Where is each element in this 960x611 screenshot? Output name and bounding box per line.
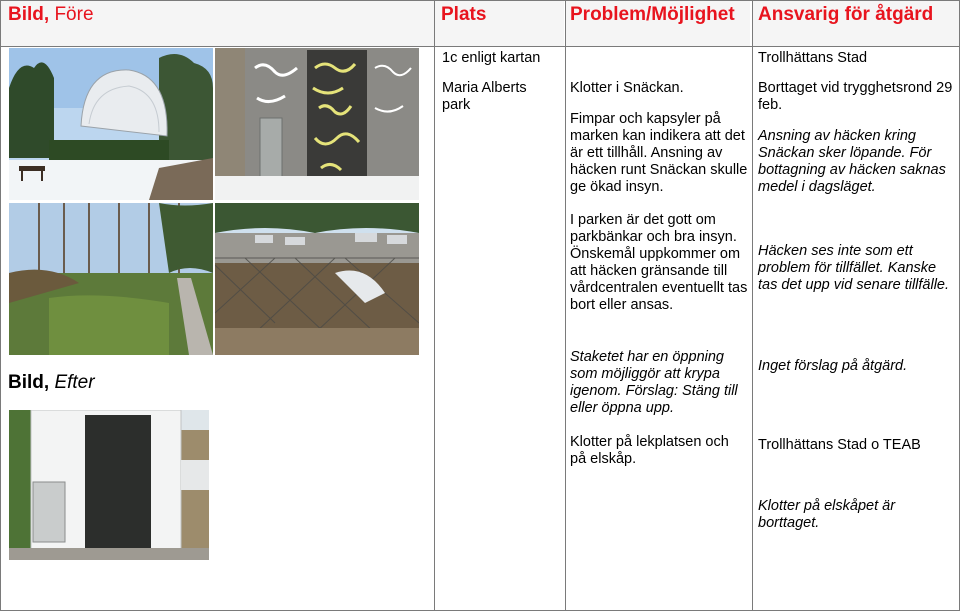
grid-line-left bbox=[0, 0, 1, 611]
problem-butts-caps: Fimpar och kapsyler på marken kan indikera att det är ett tillhåll. Ansning av häcken runt Snäckan skulle ge ökad insyn. bbox=[570, 111, 748, 195]
header-responsible: Ansvarig för åtgärd bbox=[758, 4, 934, 25]
place-name: Maria Alberts park bbox=[442, 80, 527, 113]
responsible-hedge-trim: Ansning av häcken kring Snäckan sker löpande. För bottagning av häcken saknas medel i dagsläget. bbox=[758, 128, 946, 195]
header-cell-problem bbox=[566, 0, 750, 46]
responsible-removed: Borttaget vid trygghetsrond 29 feb. bbox=[758, 80, 953, 113]
header-place: Plats bbox=[441, 4, 487, 25]
problem-graffiti: Klotter i Snäckan. bbox=[570, 80, 684, 96]
photo-snackan-sculpture bbox=[9, 48, 213, 200]
problem-park-benches: I parken är det gott om parkbänkar och bra insyn. Önskemål uppkommer om att häcken gränsande till vårdcentralen eventuellt tas bort eller ansas. bbox=[570, 212, 748, 313]
header-cell-responsible bbox=[753, 0, 960, 46]
after-label bbox=[8, 372, 95, 394]
photo-cabinet-after bbox=[9, 410, 209, 560]
after-label-italic: Efter bbox=[49, 372, 95, 393]
grid-line-col2 bbox=[565, 0, 566, 611]
place-map-ref: 1c enligt kartan bbox=[442, 50, 541, 66]
grid-line-col1 bbox=[434, 0, 435, 611]
header-problem: Problem/Möjlighet bbox=[570, 4, 735, 25]
responsible-no-proposal: Inget förslag på åtgärd. bbox=[758, 358, 908, 374]
responsible-city: Trollhättans Stad bbox=[758, 50, 868, 66]
header-cell-place bbox=[435, 0, 564, 46]
problem-fence-opening: Staketet har en öppning som möjliggör att krypa igenom. Förslag: Stäng till eller öppna upp. bbox=[570, 349, 738, 416]
grid-line-col3 bbox=[752, 0, 753, 611]
responsible-hedge-no-problem: Häcken ses inte som ett problem för tillfället. Kanske tas det upp vid senare tillfälle. bbox=[758, 243, 950, 293]
header-photo-bold: Bild, bbox=[8, 4, 50, 25]
grid-line-header bbox=[0, 46, 960, 47]
problem-playground-graffiti: Klotter på lekplatsen och på elskåp. bbox=[570, 434, 729, 467]
photo-fence-parking bbox=[215, 203, 419, 355]
header-cell-photo bbox=[1, 0, 441, 46]
photo-park-path bbox=[9, 203, 213, 355]
header-photo-normal: Före bbox=[49, 4, 94, 25]
after-label-bold: Bild, bbox=[8, 372, 50, 393]
responsible-city-teab: Trollhättans Stad o TEAB bbox=[758, 437, 921, 453]
grid-line-top bbox=[0, 0, 960, 1]
responsible-graffiti-removed: Klotter på elskåpet är borttaget. bbox=[758, 498, 896, 531]
photo-graffiti-cabinet bbox=[215, 48, 419, 200]
